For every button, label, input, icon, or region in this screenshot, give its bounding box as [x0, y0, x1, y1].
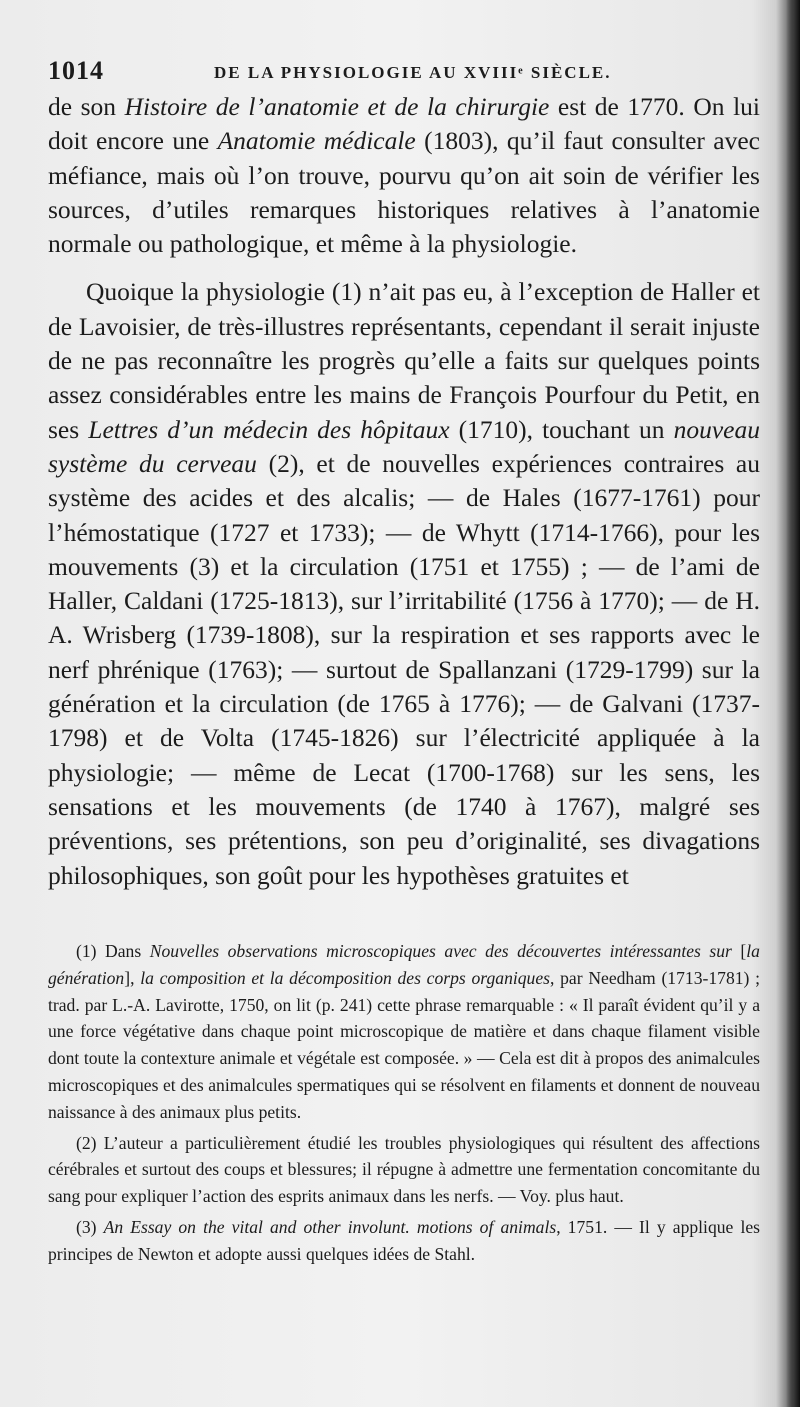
text-run: (2), et de nouvelles expériences contraires au système des acides et des alcalis; — de Hales (1677-1761) pour l’hémostatique (1727 et 1733); — de Whytt (1714-1766), pour les mouvements (3) et la circulation (1751 et 1755) ; — de l’ami de Haller, Caldani (1725-1813), sur l’irritabilité (1756 à 1770); — de H. A. Wrisberg (1739-1808), sur la respiration et ses rapports avec le nerf phrénique (1763); — surtout de Spallanzani (1729-1799) sur la génération et la circulation (de 1765 à 1776); — de Galvani (1737-1798) et de Volta (1745-1826) sur l’électricité appliquée à la physiologie; — même de Lecat (1700-1768) sur les sens, les sensations et les mouvements (de 1740 à 1767), malgré ses préventions, ses prétentions, son peu d’originalité, ses divagations philosophiques, son goût pour les hypothèses gratuites et [48, 448, 760, 890]
text-run: (1710), touchant un [449, 414, 674, 444]
text-run: est de 1770. On lui doit encore une [48, 92, 760, 156]
paragraph-2 [48, 275, 760, 892]
text-run: [ [731, 941, 747, 961]
page-header [48, 56, 760, 90]
book-title: la génération [48, 941, 760, 988]
footnote-2 [48, 1130, 760, 1210]
main-text [48, 90, 760, 893]
text-run: , par Needham (1713-1781) ; trad. par L.-A. Lavirotte, 1750, on lit (p. 241) cette phrase remarquable : « Il paraît évident qu’il y a une force végétative dans chaque point microscopique de matière et dans chaque filament visible dont toute la contexture animale et végétale est composée. » — Cela est dit à propos des animalcules microscopiques et des animalcules spermatiques qui se résolvent en filaments et donnent de nouveau naissance à des animaux plus petits. [48, 967, 760, 1122]
page-number: 1014 [48, 56, 104, 85]
book-title: Lettres d’un médecin des hôpitaux [88, 414, 450, 444]
text-run: (3) [76, 1216, 104, 1237]
paragraph-1 [48, 90, 760, 261]
running-head: DE LA PHYSIOLOGIE AU XVIIIᵉ SIÈCLE. [214, 63, 612, 82]
book-title: la composition et la décomposition des corps organiques [140, 967, 551, 988]
footnote-1 [48, 938, 760, 1126]
book-title: Histoire de l’anatomie et de la chirurgie [124, 92, 550, 121]
text-run: ], [124, 967, 141, 988]
text-run: (1) Dans [76, 941, 150, 961]
text-run: Quoique la physiologie (1) n’ait pas eu, à l’exception de Haller et de Lavoisier, de très-illustres représentants, cependant il serait injuste de ne pas reconnaître les progrès qu’elle a faits sur quelques points assez considérables entre les mains de François Pourfour du Petit, en ses [48, 277, 760, 444]
book-title: nouveau système du cerveau [48, 414, 760, 478]
footnotes [48, 938, 760, 1272]
text-run: , 1751. — Il y applique les principes de Newton et adopte aussi quelques idées de Stahl. [48, 1216, 760, 1264]
text-run: (2) L’auteur a particulièrement étudié les troubles physiologiques qui résultent des affections cérébrales et surtout des coups et blessures; il répugne à admettre une fermentation concomitante du sang pour expliquer l’action des esprits animaux dans les nerfs. — Voy. plus haut. [48, 1132, 760, 1207]
book-title: An Essay on the vital and other involunt. motions of animals [103, 1216, 557, 1237]
book-title: Nouvelles observations microscopiques avec des découvertes intéressantes sur [149, 941, 732, 961]
page-edge-shadow [786, 0, 800, 1407]
text-run: de son [48, 92, 125, 121]
book-title: Anatomie médicale [217, 126, 416, 156]
footnote-3 [48, 1214, 760, 1268]
text-run: (1803), qu’il faut consulter avec méfiance, mais où l’on trouve, pourvu qu’on ait soin de vérifier les sources, d’utiles remarques historiques relatives à l’anatomie normale ou pathologique, et même à la physiologie. [48, 126, 760, 259]
